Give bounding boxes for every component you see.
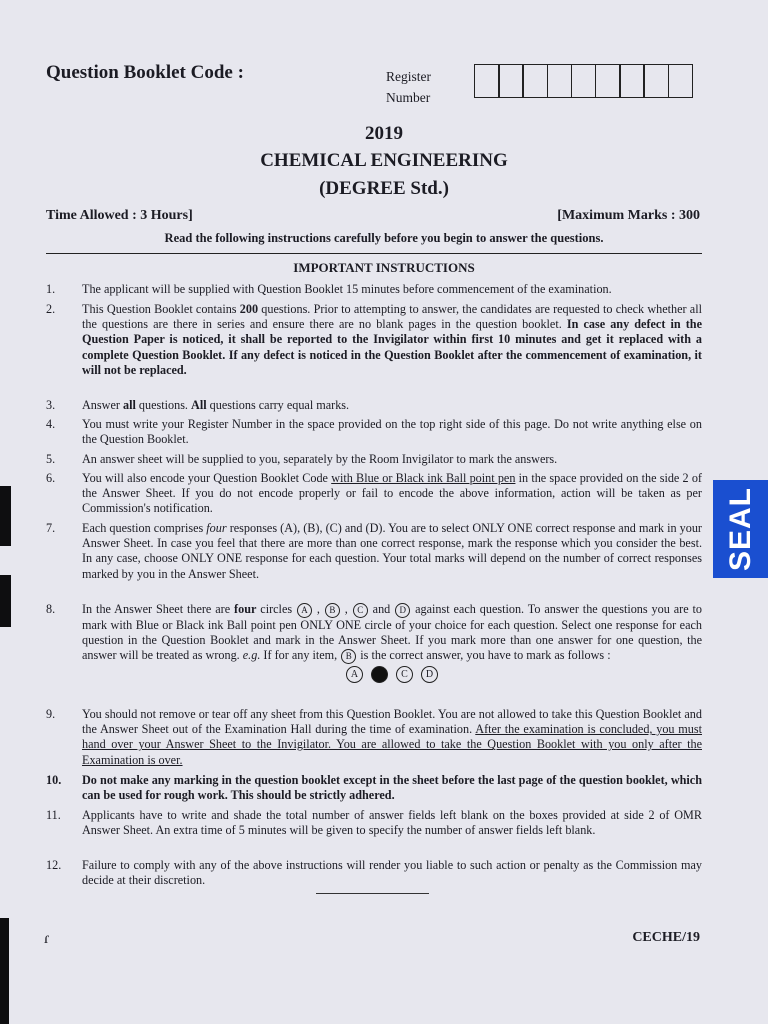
instruction-3 <box>46 398 702 413</box>
instruction-2 <box>46 302 702 378</box>
register-digit-box[interactable] <box>474 64 500 98</box>
instruction-1 <box>46 282 702 297</box>
scan-edge-mark <box>0 575 11 627</box>
instruction-number: 10. <box>46 773 62 787</box>
end-rule <box>316 893 429 894</box>
register-digit-box[interactable] <box>571 64 597 98</box>
circle-c-icon: C <box>353 603 368 618</box>
register-digit-box[interactable] <box>522 64 548 98</box>
circle-b-icon: B <box>341 649 356 664</box>
instructions-heading: IMPORTANT INSTRUCTIONS <box>293 260 475 275</box>
booklet-code-footer: CECHE/19 <box>632 930 700 945</box>
footer-mark: ɾ <box>44 930 50 947</box>
instruction-number: 5. <box>46 452 56 466</box>
example-filled-circle-icon <box>371 666 388 683</box>
instruction-text: You should not remove or tear off any sheet from this Question Booklet. You are not allowed to take this Question Booklet and the Answer Sheet out of the Examination Hall during the time of examination. After the examination is concluded, you must hand over your Answer Sheet to the Invigilator. You are allowed to take the Question Booklet with you only after the Examination is over. <box>82 707 702 767</box>
instruction-12 <box>46 858 702 888</box>
instruction-number: 2. <box>46 302 56 316</box>
booklet-code-label: Question Booklet Code : <box>46 62 244 83</box>
scan-edge-mark <box>0 486 11 546</box>
instruction-number: 1. <box>46 282 56 296</box>
instruction-text: Answer all questions. All questions carry equal marks. <box>82 398 350 412</box>
register-label-line2: Number <box>386 90 431 105</box>
register-number-boxes[interactable] <box>474 64 692 98</box>
exam-subject: CHEMICAL ENGINEERING <box>260 150 508 171</box>
register-digit-box[interactable] <box>547 64 573 98</box>
read-instruction: Read the following instructions carefully before you begin to answer the questions. <box>164 231 604 245</box>
instruction-text: Applicants have to write and shade the total number of answer fields left blank on the boxes provided at side 2 of OMR Answer Sheet. An extra time of 5 minutes will be given to specify the number of answer fields left blank. <box>82 808 702 838</box>
marking-example <box>82 666 702 683</box>
instruction-number: 7. <box>46 521 56 535</box>
divider-line <box>46 253 702 254</box>
exam-standard: (DEGREE Std.) <box>319 178 449 199</box>
time-allowed: Time Allowed : 3 Hours] <box>46 208 193 223</box>
seal-text: SEAL <box>723 486 757 572</box>
register-digit-box[interactable] <box>498 64 524 98</box>
instruction-text: The applicant will be supplied with Question Booklet 15 minutes before commencement of the examination. <box>82 282 612 296</box>
circle-a-icon: A <box>297 603 312 618</box>
register-digit-box[interactable] <box>595 64 621 98</box>
instruction-text: An answer sheet will be supplied to you, separately by the Room Invigilator to mark the answers. <box>82 452 558 466</box>
instruction-text: Failure to comply with any of the above instructions will render you liable to such action or penalty as the Commission may decide at their discretion. <box>82 858 702 888</box>
instruction-11 <box>46 808 702 838</box>
exam-year: 2019 <box>365 123 403 144</box>
instruction-8 <box>46 602 702 685</box>
instruction-number: 9. <box>46 707 56 721</box>
instruction-9 <box>46 707 702 768</box>
instruction-7 <box>46 521 702 582</box>
instruction-number: 11. <box>46 808 61 822</box>
circle-b-icon: B <box>325 603 340 618</box>
scan-edge-mark <box>0 918 9 1024</box>
instruction-6 <box>46 471 702 517</box>
instruction-number: 3. <box>46 398 56 412</box>
maximum-marks: [Maximum Marks : 300 <box>557 208 700 223</box>
instruction-text: You must write your Register Number in the space provided on the top right side of this page. Do not write anything else on the Question Booklet. <box>82 417 702 447</box>
instruction-number: 12. <box>46 858 62 872</box>
instruction-4 <box>46 417 702 447</box>
instruction-number: 6. <box>46 471 56 485</box>
example-circle-c-icon: C <box>396 666 413 683</box>
instruction-text: You will also encode your Question Booklet Code with Blue or Black ink Ball point pen in the space provided on the side 2 of the Answer Sheet. If you do not encode properly or fail to encode the above information, action will be taken as per Commission's notification. <box>82 471 702 516</box>
instruction-text: In the Answer Sheet there are four circles A , B , C and D against each question. To answer the questions you are to mark with Blue or Black ink Ball point pen ONLY ONE circle of your choice for each question. Select one response for each question in the Question Booklet and mark in the Answer Sheet. If you mark more than one answer for one question, the answer will be treated as wrong. e.g. If for any item, B is the correct answer, you have to mark as follows : A C D <box>82 602 702 683</box>
instruction-text: Each question comprises four responses (A), (B), (C) and (D). You are to select ONLY ONE correct response and mark in your Answer Sheet. In case you feel that there are more than one correct response, mark the response which you consider the best. In any case, choose ONLY ONE response for each question. Your total marks will depend on the number of correct responses marked by you in the Answer Sheet. <box>82 521 702 581</box>
example-circle-a-icon: A <box>346 666 363 683</box>
register-digit-box[interactable] <box>619 64 645 98</box>
instruction-text: Do not make any marking in the question booklet except in the sheet before the last page of the question booklet, which can be used for rough work. This should be strictly adhered. <box>82 773 702 803</box>
register-number-label <box>386 66 431 108</box>
circle-d-icon: D <box>395 603 410 618</box>
instruction-text: This Question Booklet contains 200 questions. Prior to attempting to answer, the candidates are requested to check whether all the questions are there in series and ensure there are no blank pages in the question booklet. In case any defect in the Question Paper is noticed, it shall be reported to the Invigilator within first 10 minutes and get it replaced with a complete Question Booklet. If any defect is noticed in the Question Booklet after the commencement of examination, it will not be replaced. <box>82 302 702 377</box>
instruction-number: 8. <box>46 602 56 616</box>
instruction-number: 4. <box>46 417 56 431</box>
register-digit-box[interactable] <box>668 64 694 98</box>
seal-stamp <box>713 480 768 578</box>
register-digit-box[interactable] <box>643 64 669 98</box>
example-circle-d-icon: D <box>421 666 438 683</box>
instruction-10 <box>46 773 702 803</box>
register-label-line1: Register <box>386 69 431 84</box>
instruction-5 <box>46 452 702 467</box>
